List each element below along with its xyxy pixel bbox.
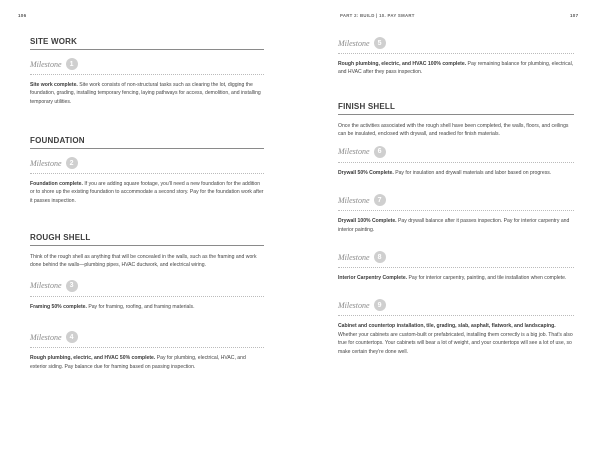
milestone-word: Milestone	[338, 195, 370, 205]
foundation-heading: FOUNDATION	[30, 136, 85, 145]
milestone-divider	[338, 162, 574, 163]
milestone-5-lead: Rough plumbing, electric, and HVAC 100% complete.	[338, 61, 467, 67]
milestone-4-paragraph	[30, 354, 264, 371]
site-work-section	[30, 37, 264, 106]
milestone-9-paragraph	[338, 322, 574, 356]
finish-shell-section	[338, 102, 574, 356]
milestone-8-paragraph	[338, 274, 574, 282]
milestone-4-lead: Rough plumbing, electric, and HVAC 50% complete.	[30, 355, 156, 362]
milestone-7-paragraph	[338, 217, 574, 234]
milestone-1-number-badge: 1	[66, 58, 78, 70]
milestone-9-body: Whether your cabinets are custom-built or prefabricated, installing them correctly is a big job. That's also true for countertops. Your cabinets will bear a lot of weight, and your countertops will see a lot of use, so make certain they're done well.	[338, 331, 573, 355]
section-divider	[30, 49, 264, 50]
milestone-word: Milestone	[30, 158, 62, 168]
milestone-3-body: Pay for framing, roofing, and framing materials.	[86, 303, 195, 310]
finish-shell-intro: Once the activities associated with the rough shell have been completed, the walls, floors, and ceilings can be insulated, enclosed with drywall, and readied for finish materials.	[338, 123, 569, 138]
rough-shell-heading: ROUGH SHELL	[30, 233, 91, 242]
milestone-4-label	[30, 331, 264, 343]
milestone-divider	[338, 267, 574, 268]
milestone-5-block	[338, 37, 574, 77]
milestone-3-label	[30, 280, 264, 292]
foundation-body: If you are adding square footage, you'll need a new foundation for the addition or to shore up the existing foundation to accommodate a second story. Pay for the foundation work after it passes inspection.	[30, 181, 264, 204]
rough-shell-section	[30, 233, 264, 371]
milestone-word: Milestone	[30, 332, 62, 342]
milestone-word: Milestone	[338, 252, 370, 262]
milestone-9-number-badge: 9	[374, 299, 386, 311]
milestone-4-number-badge: 4	[66, 331, 78, 343]
milestone-divider	[30, 74, 264, 75]
milestone-3-paragraph	[30, 303, 264, 311]
site-work-lead: Site work complete.	[30, 82, 78, 88]
milestone-9-lead: Cabinet and countertop installation, tile, grading, slab, asphalt, flatwork, and landscaping.	[338, 323, 556, 330]
rough-shell-intro: Think of the rough shell as anything that will be concealed in the walls, such as the framing and work done behind the walls—plumbing pipes, HVAC ductwork, and electrical wiring.	[30, 254, 257, 269]
milestone-9-label	[338, 299, 574, 311]
milestone-word: Milestone	[338, 38, 370, 48]
milestone-4-body: Pay for plumbing, electrical, HVAC, and exterior siding. Pay balance due for framing based on passing inspection.	[30, 355, 246, 370]
milestone-word: Milestone	[338, 147, 370, 157]
finish-shell-heading: FINISH SHELL	[338, 102, 396, 111]
milestone-word: Milestone	[30, 59, 62, 69]
milestone-6-body: Pay for insulation and drywall materials and labor based on progress.	[393, 169, 552, 176]
milestone-7-lead: Drywall 100% Complete.	[338, 218, 397, 225]
milestone-6-lead: Drywall 50% Complete.	[338, 169, 394, 176]
section-divider	[338, 114, 574, 115]
milestone-3-lead: Framing 50% complete.	[30, 303, 87, 310]
section-divider	[30, 148, 264, 149]
right-page	[300, 0, 600, 450]
milestone-8-number-badge: 8	[374, 251, 386, 263]
milestone-5-number-badge: 5	[374, 37, 386, 49]
milestone-divider	[30, 296, 264, 297]
milestone-divider	[338, 210, 574, 211]
milestone-6-label	[338, 146, 574, 158]
milestone-2-number-badge: 2	[66, 157, 78, 169]
site-work-paragraph	[30, 81, 264, 106]
milestone-5-body: Pay remaining balance for plumbing, electrical, and HVAC after they pass inspection.	[338, 61, 574, 76]
milestone-7-number-badge: 7	[374, 194, 386, 206]
milestone-8-body: Pay for interior carpentry, painting, and tile installation when complete.	[407, 275, 567, 282]
milestone-divider	[30, 173, 264, 174]
milestone-5-paragraph	[338, 60, 574, 77]
foundation-paragraph	[30, 180, 264, 205]
milestone-divider	[338, 53, 574, 54]
milestone-8-lead: Interior Carpentry Complete.	[338, 275, 408, 282]
milestone-6-number-badge: 6	[374, 146, 386, 158]
milestone-divider	[30, 347, 264, 348]
milestone-1-label	[30, 58, 264, 70]
site-work-body: Site work consists of non-structural tasks such as clearing the lot, digging the foundation, grading, installing temporary fencing, laying pathways for access, demolition, and installing temporary utilities.	[30, 82, 261, 105]
milestone-divider	[338, 315, 574, 316]
page-number-left: 106	[18, 13, 27, 18]
foundation-section	[30, 136, 264, 205]
foundation-lead: Foundation complete.	[30, 181, 83, 187]
milestone-7-label	[338, 194, 574, 206]
milestone-8-label	[338, 251, 574, 263]
milestone-word: Milestone	[338, 300, 370, 310]
milestone-word: Milestone	[30, 281, 62, 291]
milestone-6-paragraph	[338, 169, 574, 177]
milestone-3-number-badge: 3	[66, 280, 78, 292]
running-head: PART 2: BUILD | 10. PAY SMART	[340, 13, 415, 18]
site-work-heading: SITE WORK	[30, 37, 78, 46]
milestone-7-body: Pay drywall balance after it passes inspection. Pay for interior carpentry and interior painting.	[338, 218, 570, 233]
milestone-2-label	[30, 157, 264, 169]
section-divider	[30, 245, 264, 246]
milestone-5-label	[338, 37, 574, 49]
page-number-right: 107	[570, 13, 579, 18]
